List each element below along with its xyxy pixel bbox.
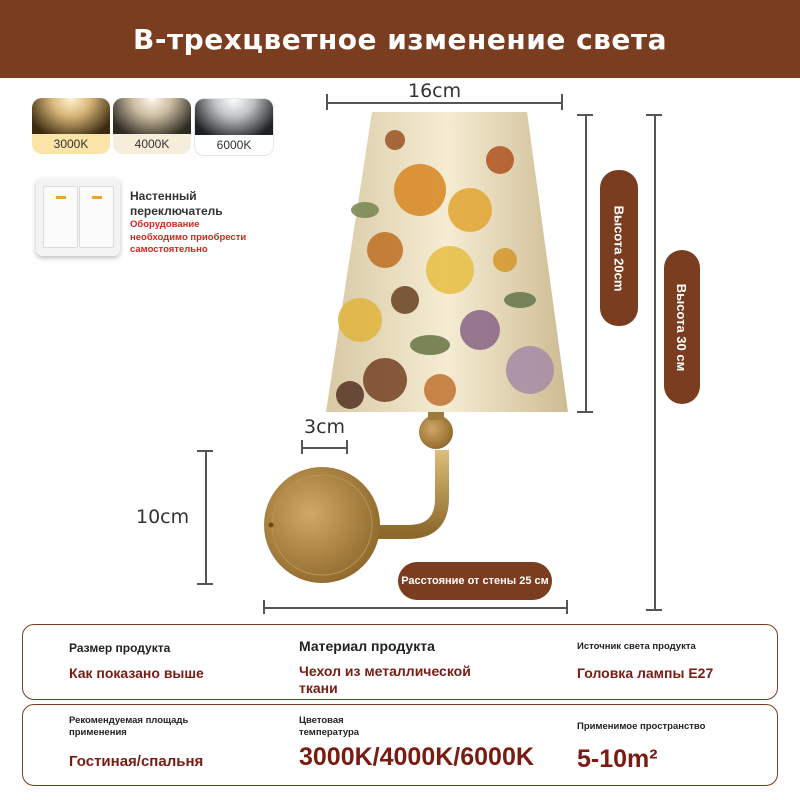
total-height-label: Высота 30 см	[674, 283, 690, 371]
swatch-label: 3000K	[53, 137, 89, 151]
wall-distance-line	[263, 607, 567, 609]
spec-value: Головка лампы E27	[577, 665, 714, 681]
shade-height-badge	[600, 170, 638, 326]
spec-panel-row2	[22, 704, 778, 786]
spec-value: Гостиная/спальня	[69, 753, 204, 770]
wall-distance-badge: Расстояние от стены 25 см	[398, 562, 552, 600]
spec-panel-row1	[22, 624, 778, 700]
spec-cell-material	[299, 639, 539, 697]
page-title: В-трехцветное изменение света	[132, 22, 668, 56]
total-height-line	[654, 114, 656, 610]
lamp-shade	[326, 112, 568, 412]
wall-plate	[264, 467, 380, 583]
tick	[346, 440, 348, 454]
spec-value: Как показано выше	[69, 665, 204, 681]
swatch-label: 4000K	[134, 137, 170, 151]
tick	[561, 94, 563, 110]
swatch-label: 6000K	[216, 138, 252, 152]
width-dimension-line	[326, 102, 562, 104]
spec-cell-size	[69, 641, 269, 682]
shade-height-line	[585, 114, 587, 412]
tick	[197, 450, 213, 452]
spec-label: Материал продукта	[299, 638, 435, 654]
lamp-finial	[419, 415, 453, 449]
spec-cell-color-temp	[299, 715, 569, 771]
tick	[197, 583, 213, 585]
base-height-line	[205, 450, 207, 584]
spec-cell-space	[577, 721, 767, 773]
tick	[577, 411, 593, 413]
spec-value: Чехол из металлической ткани	[299, 663, 471, 696]
tick	[566, 600, 568, 614]
spec-cell-light-source	[577, 641, 767, 682]
switch-title: Настенный переключатель	[130, 189, 223, 218]
spec-cell-area	[69, 715, 269, 770]
base-height-label: 10cm	[136, 506, 190, 528]
spec-value: 3000K/4000K/6000K	[299, 743, 534, 771]
tick	[263, 600, 265, 614]
total-height-badge	[664, 250, 700, 404]
tick	[577, 114, 593, 116]
base-width-line	[301, 447, 347, 449]
spec-value: 5-10m²	[577, 745, 658, 773]
tick	[646, 114, 662, 116]
width-label: 16cm	[408, 80, 462, 102]
tick	[301, 440, 303, 454]
spec-label: Применимое пространство	[577, 721, 706, 732]
shade-height-label: Высота 20cm	[611, 205, 627, 291]
spec-label: Рекомендуемая площадь применения	[69, 715, 189, 738]
base-width-label: 3cm	[304, 416, 346, 438]
spec-label: Источник света продукта	[577, 641, 696, 652]
switch-note: Оборудование необходимо приобрести самостоятельно	[130, 219, 247, 255]
spec-label: Цветовая температура	[299, 715, 360, 738]
tick	[326, 94, 328, 110]
tick	[646, 609, 662, 611]
spec-label: Размер продукта	[69, 641, 171, 655]
